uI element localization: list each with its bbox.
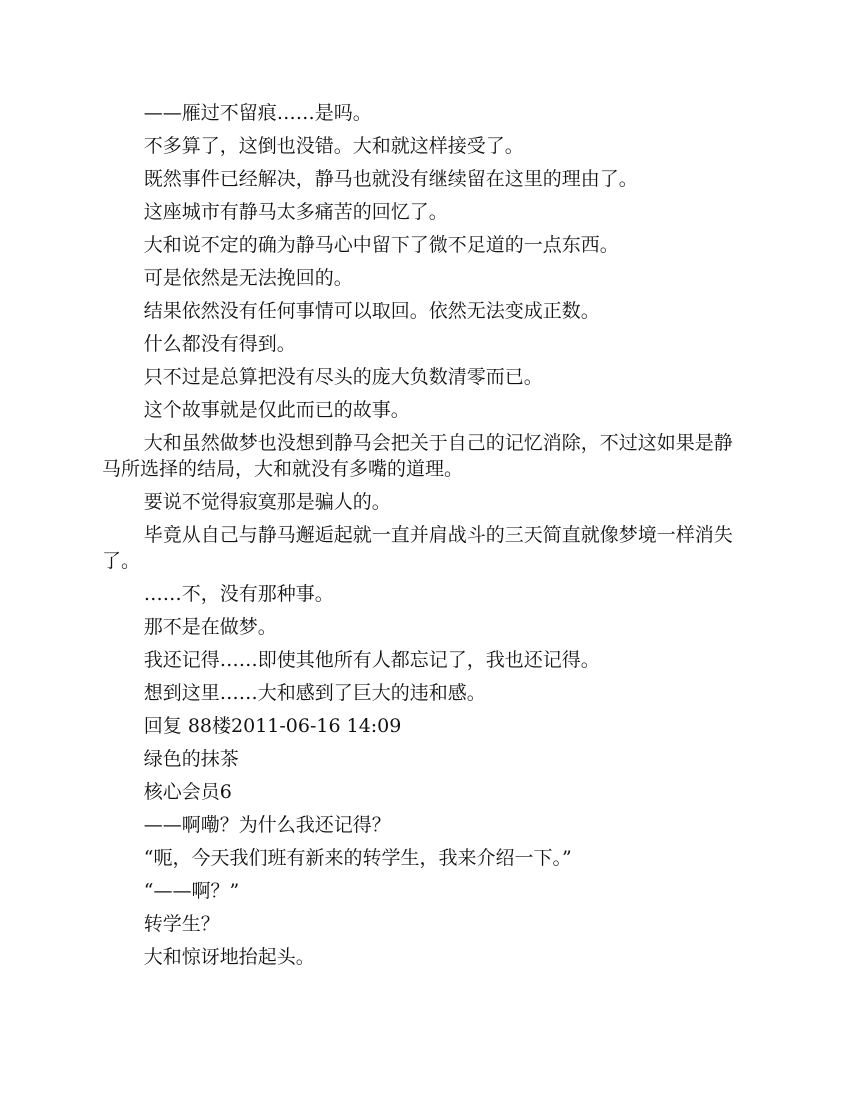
poster-name: 绿色的抹茶 [143,748,239,770]
paragraph: 大和惊讶地抬起头。 [143,946,315,968]
paragraph: 要说不觉得寂寞那是骗人的。 [143,491,391,513]
paragraph: 可是依然是无法挽回的。 [143,267,353,289]
paragraph: 转学生？ [143,913,220,935]
poster-rank: 核心会员6 [143,781,232,803]
paragraph: 我还记得……即使其他所有人都忘记了，我也还记得。 [143,649,600,671]
paragraph: ——雁过不留痕……是吗。 [143,102,372,124]
paragraph: “呃，今天我们班有新来的转学生，我来介绍一下。” [143,847,572,869]
paragraph: 毕竟从自己与静马邂逅起就一直并肩战斗的三天简直就像梦境一样消失了。 [102,524,733,572]
paragraph: 这座城市有静马太多痛苦的回忆了。 [143,201,448,223]
paragraph: 这个故事就是仅此而已的故事。 [143,399,410,421]
paragraph: 结果依然没有任何事情可以取回。依然无法变成正数。 [143,300,600,322]
reply-floor-info: 回复 88楼2011-06-16 14:09 [143,715,402,737]
paragraph: ……不，没有那种事。 [143,583,334,605]
paragraph: 大和说不定的确为静马心中留下了微不足道的一点东西。 [143,234,619,256]
paragraph: 大和虽然做梦也没想到静马会把关于自己的记忆消除，不过这如果是静马所选择的结局，大和就没有多嘴的道理。 [102,432,733,480]
paragraph: “——啊？” [143,880,240,902]
paragraph: 只不过是总算把没有尽头的庞大负数清零而已。 [143,366,543,388]
paragraph: 什么都没有得到。 [143,333,296,355]
paragraph: 不多算了，这倒也没错。大和就这样接受了。 [143,135,524,157]
paragraph: 想到这里……大和感到了巨大的违和感。 [143,682,486,704]
document-body [102,100,748,977]
paragraph: 既然事件已经解决，静马也就没有继续留在这里的理由了。 [143,168,638,190]
paragraph: 那不是在做梦。 [143,616,277,638]
paragraph: ——啊嘞？为什么我还记得？ [143,814,391,836]
